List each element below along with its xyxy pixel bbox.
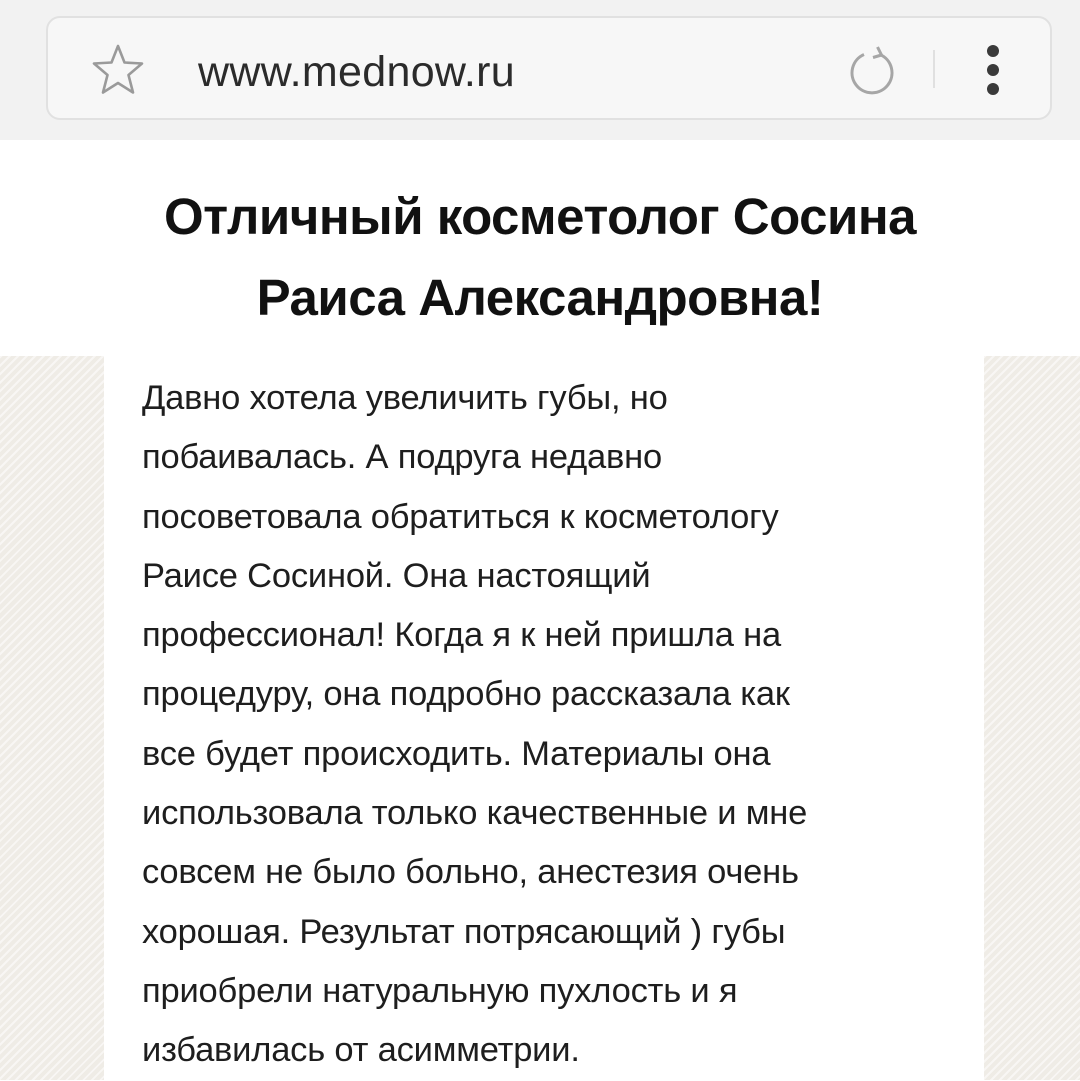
article-line: избавилась от асимметрии. (142, 1031, 580, 1070)
article-line: профессионал! Когда я к ней пришла на (142, 616, 781, 655)
article-line: совсем не было больно, анестезия очень (142, 853, 799, 892)
article-line: все будет происходить. Материалы она (142, 734, 771, 773)
star-icon[interactable] (90, 42, 146, 98)
article-line: Давно хотела увеличить губы, но (142, 379, 668, 417)
article-line: хорошая. Результат потрясающий ) губы (142, 912, 786, 951)
article-line: Раисе Сосиной. Она настоящий (142, 556, 651, 595)
article-line: использовала только качественные и мне (142, 794, 808, 833)
reload-icon[interactable] (842, 42, 902, 102)
article-text (142, 369, 942, 1081)
article-line: процедуру, она подробно рассказала как (142, 675, 790, 714)
page-background-left (0, 356, 104, 1080)
url-text[interactable]: www.mednow.ru (198, 48, 515, 96)
article-line: побаивалась. А подруга недавно (142, 438, 662, 477)
article-title-line: Раиса Александровна! (256, 269, 824, 326)
more-vertical-icon[interactable] (978, 40, 1008, 100)
article-title-line: Отличный косметолог Сосина (164, 188, 916, 245)
toolbar-divider (933, 50, 935, 88)
article-title (60, 176, 1020, 338)
page-background-right (984, 356, 1080, 1080)
article-line: приобрели натуральную пухлость и я (142, 971, 738, 1010)
article-line: посоветовала обратиться к косметологу (142, 497, 779, 536)
